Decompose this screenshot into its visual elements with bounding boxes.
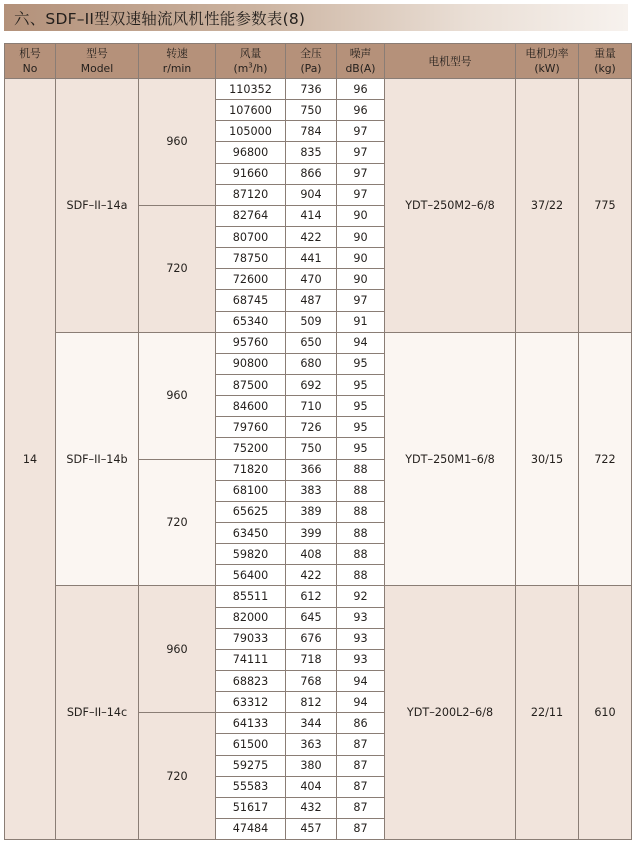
motor-power-cell: 22/11 [516, 586, 579, 840]
pressure-cell: 650 [286, 332, 337, 353]
noise-cell: 87 [337, 734, 385, 755]
airflow-cell: 107600 [216, 100, 286, 121]
airflow-cell: 72600 [216, 269, 286, 290]
pressure-cell: 408 [286, 544, 337, 565]
model-cell: SDF–II–14b [56, 332, 139, 586]
airflow-cell: 59820 [216, 544, 286, 565]
airflow-cell: 47484 [216, 818, 286, 839]
noise-cell: 97 [337, 121, 385, 142]
airflow-cell: 87120 [216, 184, 286, 205]
header-motor-power: 电机功率 (kW) [516, 44, 579, 79]
model-cell: SDF–II–14a [56, 79, 139, 333]
pressure-cell: 866 [286, 163, 337, 184]
airflow-cell: 74111 [216, 649, 286, 670]
header-airflow: 风量 $(m^3/h)$ [216, 44, 286, 79]
noise-cell: 88 [337, 480, 385, 501]
motor-model-cell: YDT–250M2–6/8 [385, 79, 516, 333]
noise-cell: 97 [337, 142, 385, 163]
airflow-cell: 85511 [216, 586, 286, 607]
pressure-cell: 457 [286, 818, 337, 839]
pressure-cell: 692 [286, 374, 337, 395]
airflow-cell: 79033 [216, 628, 286, 649]
noise-cell: 95 [337, 396, 385, 417]
airflow-cell: 68823 [216, 670, 286, 691]
airflow-cell: 63450 [216, 522, 286, 543]
noise-cell: 94 [337, 670, 385, 691]
fan-performance-table [4, 43, 632, 840]
noise-cell: 90 [337, 269, 385, 290]
airflow-cell: 96800 [216, 142, 286, 163]
noise-cell: 86 [337, 713, 385, 734]
motor-model-cell: YDT–250M1–6/8 [385, 332, 516, 586]
pressure-cell: 422 [286, 565, 337, 586]
noise-cell: 93 [337, 607, 385, 628]
pressure-cell: 344 [286, 713, 337, 734]
noise-cell: 87 [337, 776, 385, 797]
machine-no-cell: 14 [5, 79, 56, 840]
pressure-cell: 736 [286, 79, 337, 100]
airflow-cell: 64133 [216, 713, 286, 734]
airflow-cell: 84600 [216, 396, 286, 417]
header-speed: 转速 r/min [139, 44, 216, 79]
pressure-cell: 710 [286, 396, 337, 417]
pressure-cell: 470 [286, 269, 337, 290]
airflow-cell: 87500 [216, 374, 286, 395]
speed-cell: 960 [139, 332, 216, 459]
pressure-cell: 399 [286, 522, 337, 543]
noise-cell: 88 [337, 501, 385, 522]
pressure-cell: 509 [286, 311, 337, 332]
table-header [5, 44, 632, 79]
pressure-cell: 904 [286, 184, 337, 205]
header-model: 型号 Model [56, 44, 139, 79]
pressure-cell: 414 [286, 205, 337, 226]
noise-cell: 88 [337, 522, 385, 543]
noise-cell: 90 [337, 205, 385, 226]
noise-cell: 95 [337, 353, 385, 374]
pressure-cell: 422 [286, 226, 337, 247]
pressure-cell: 645 [286, 607, 337, 628]
pressure-cell: 835 [286, 142, 337, 163]
pressure-cell: 768 [286, 670, 337, 691]
speed-cell: 960 [139, 79, 216, 206]
title-bar [4, 4, 628, 31]
airflow-cell: 110352 [216, 79, 286, 100]
noise-cell: 93 [337, 628, 385, 649]
pressure-cell: 784 [286, 121, 337, 142]
airflow-cell: 68100 [216, 480, 286, 501]
noise-cell: 96 [337, 100, 385, 121]
airflow-cell: 79760 [216, 417, 286, 438]
airflow-cell: 51617 [216, 797, 286, 818]
airflow-cell: 68745 [216, 290, 286, 311]
table-row [5, 586, 632, 607]
noise-cell: 92 [337, 586, 385, 607]
airflow-cell: 61500 [216, 734, 286, 755]
header-machine-no: 机号 No [5, 44, 56, 79]
pressure-cell: 750 [286, 438, 337, 459]
noise-cell: 88 [337, 459, 385, 480]
pressure-cell: 676 [286, 628, 337, 649]
airflow-cell: 65340 [216, 311, 286, 332]
airflow-cell: 91660 [216, 163, 286, 184]
airflow-cell: 78750 [216, 248, 286, 269]
model-cell: SDF–II–14c [56, 586, 139, 840]
speed-cell: 720 [139, 713, 216, 840]
noise-cell: 94 [337, 692, 385, 713]
table-row [5, 79, 632, 100]
noise-cell: 90 [337, 226, 385, 247]
airflow-cell: 105000 [216, 121, 286, 142]
header-total-pressure: 全压 (Pa) [286, 44, 337, 79]
noise-cell: 95 [337, 438, 385, 459]
noise-cell: 87 [337, 818, 385, 839]
weight-cell: 722 [579, 332, 632, 586]
pressure-cell: 404 [286, 776, 337, 797]
motor-power-cell: 30/15 [516, 332, 579, 586]
pressure-cell: 432 [286, 797, 337, 818]
airflow-cell: 56400 [216, 565, 286, 586]
airflow-cell: 95760 [216, 332, 286, 353]
pressure-cell: 380 [286, 755, 337, 776]
pressure-cell: 726 [286, 417, 337, 438]
noise-cell: 90 [337, 248, 385, 269]
noise-cell: 91 [337, 311, 385, 332]
airflow-cell: 90800 [216, 353, 286, 374]
noise-cell: 87 [337, 797, 385, 818]
noise-cell: 95 [337, 417, 385, 438]
airflow-cell: 82764 [216, 205, 286, 226]
header-noise: 噪声 dB(A) [337, 44, 385, 79]
pressure-cell: 680 [286, 353, 337, 374]
airflow-cell: 75200 [216, 438, 286, 459]
noise-cell: 96 [337, 79, 385, 100]
noise-cell: 88 [337, 565, 385, 586]
speed-cell: 720 [139, 205, 216, 332]
airflow-cell: 80700 [216, 226, 286, 247]
pressure-cell: 612 [286, 586, 337, 607]
table-row [5, 332, 632, 353]
page-title: 六、SDF–II型双速轴流风机性能参数表(8) [14, 10, 306, 28]
noise-cell: 95 [337, 374, 385, 395]
airflow-cell: 55583 [216, 776, 286, 797]
motor-model-cell: YDT–200L2–6/8 [385, 586, 516, 840]
pressure-cell: 389 [286, 501, 337, 522]
pressure-cell: 366 [286, 459, 337, 480]
noise-cell: 97 [337, 290, 385, 311]
pressure-cell: 487 [286, 290, 337, 311]
noise-cell: 94 [337, 332, 385, 353]
airflow-cell: 63312 [216, 692, 286, 713]
weight-cell: 610 [579, 586, 632, 840]
pressure-cell: 363 [286, 734, 337, 755]
airflow-cell: 59275 [216, 755, 286, 776]
speed-cell: 720 [139, 459, 216, 586]
pressure-cell: 812 [286, 692, 337, 713]
pressure-cell: 750 [286, 100, 337, 121]
motor-power-cell: 37/22 [516, 79, 579, 333]
weight-cell: 775 [579, 79, 632, 333]
airflow-cell: 82000 [216, 607, 286, 628]
speed-cell: 960 [139, 586, 216, 713]
noise-cell: 93 [337, 649, 385, 670]
noise-cell: 88 [337, 544, 385, 565]
pressure-cell: 383 [286, 480, 337, 501]
noise-cell: 97 [337, 184, 385, 205]
noise-cell: 87 [337, 755, 385, 776]
noise-cell: 97 [337, 163, 385, 184]
airflow-cell: 71820 [216, 459, 286, 480]
header-motor-model: 电机型号 [385, 44, 516, 79]
airflow-cell: 65625 [216, 501, 286, 522]
header-weight: 重量 (kg) [579, 44, 632, 79]
pressure-cell: 718 [286, 649, 337, 670]
pressure-cell: 441 [286, 248, 337, 269]
table-body [5, 79, 632, 840]
